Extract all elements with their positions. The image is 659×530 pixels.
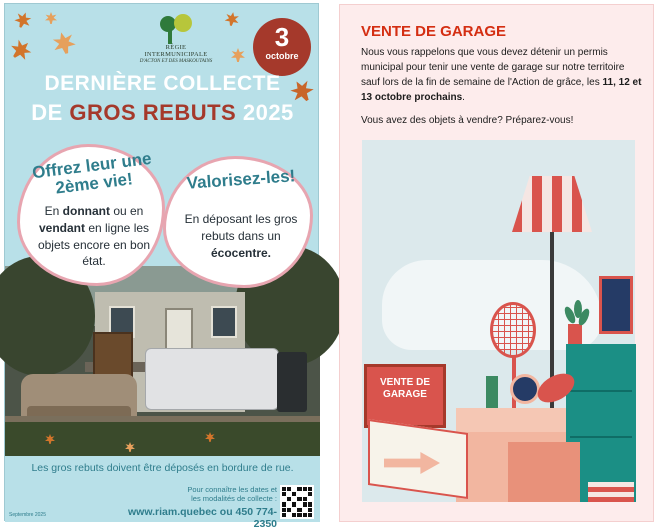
collection-flyer <box>4 3 319 530</box>
maple-leaf-icon <box>224 11 240 27</box>
collection-date-badge <box>253 18 311 76</box>
recycle-heading: Valorisez-les! <box>186 166 296 193</box>
title-year: 2025 <box>236 100 294 125</box>
bowling-ball <box>510 374 540 404</box>
flyer-title-line2 <box>5 100 320 126</box>
title-highlight: GROS REBUTS <box>69 100 237 125</box>
maple-leaf-icon <box>231 48 245 62</box>
recycle-text: En déposant les gros rebuts dans un écocentre. <box>184 212 298 260</box>
reuse-callout <box>17 144 165 286</box>
panel-question: Vous avez des objets à vendre? Préparez-vous! <box>361 115 574 126</box>
tennis-racket-icon <box>490 302 536 358</box>
maple-leaf-icon <box>13 10 34 31</box>
more-info-text: Pour connaître les dates et les modalités de collecte : <box>187 485 277 503</box>
riam-logo <box>133 14 219 64</box>
website-phone: www.riam.quebec ou 450 774-2350 <box>128 506 277 530</box>
curbside-notice: Les gros rebuts doivent être déposés en bordure de rue. <box>31 462 294 474</box>
logo-name-line3: D'ACTON ET DES MASKOUTAINS <box>139 58 213 64</box>
discarded-mattress <box>145 348 279 410</box>
riam-logo-icon <box>156 14 196 44</box>
recycle-callout <box>163 156 313 288</box>
reuse-text: En donnant ou en vendant en ligne les objets encore en bon état. <box>37 204 151 269</box>
potted-plant <box>568 324 582 344</box>
reuse-heading: Offrez leur une 2ème vie! <box>31 148 153 198</box>
sale-dates: 11, 12 et 13 octobre prochains <box>361 77 642 103</box>
sign-text: VENTE DE GARAGE <box>379 377 430 400</box>
logo-name-line1: RÉGIE <box>165 44 187 51</box>
logo-name-line2: INTERMUNICIPALE <box>144 51 208 59</box>
date-number: 3 <box>274 22 290 52</box>
panel-body: Nous vous rappelons que vous devez détenir un permis municipal pour tenir une vente de garage sur notre territoire sauf lors de la fin de semaine de l'Action de grâce, les 11, 12 et 13 octobre prochains. <box>361 47 642 103</box>
flyer-footer <box>5 456 320 530</box>
picture-frame <box>599 276 633 334</box>
curbside-photo <box>5 266 320 462</box>
maple-leaf-icon <box>7 36 35 64</box>
maple-leaf-icon <box>51 30 78 57</box>
book-stack <box>588 482 634 502</box>
garage-sale-sign <box>364 364 446 428</box>
date-month: octobre <box>265 51 299 61</box>
floor-lamp-icon <box>512 176 592 232</box>
garage-sale-illustration <box>362 140 635 502</box>
panel-title: VENTE DE GARAGE <box>361 23 507 40</box>
qr-code-icon <box>280 485 314 519</box>
flyer-date: Septembre 2025 <box>9 512 46 518</box>
trash-bin <box>277 352 307 412</box>
maple-leaf-icon <box>45 12 57 24</box>
title-de: DE <box>31 100 70 125</box>
garage-sale-panel <box>339 4 654 522</box>
flyer-title-line1: DERNIÈRE COLLECTE <box>44 72 281 95</box>
